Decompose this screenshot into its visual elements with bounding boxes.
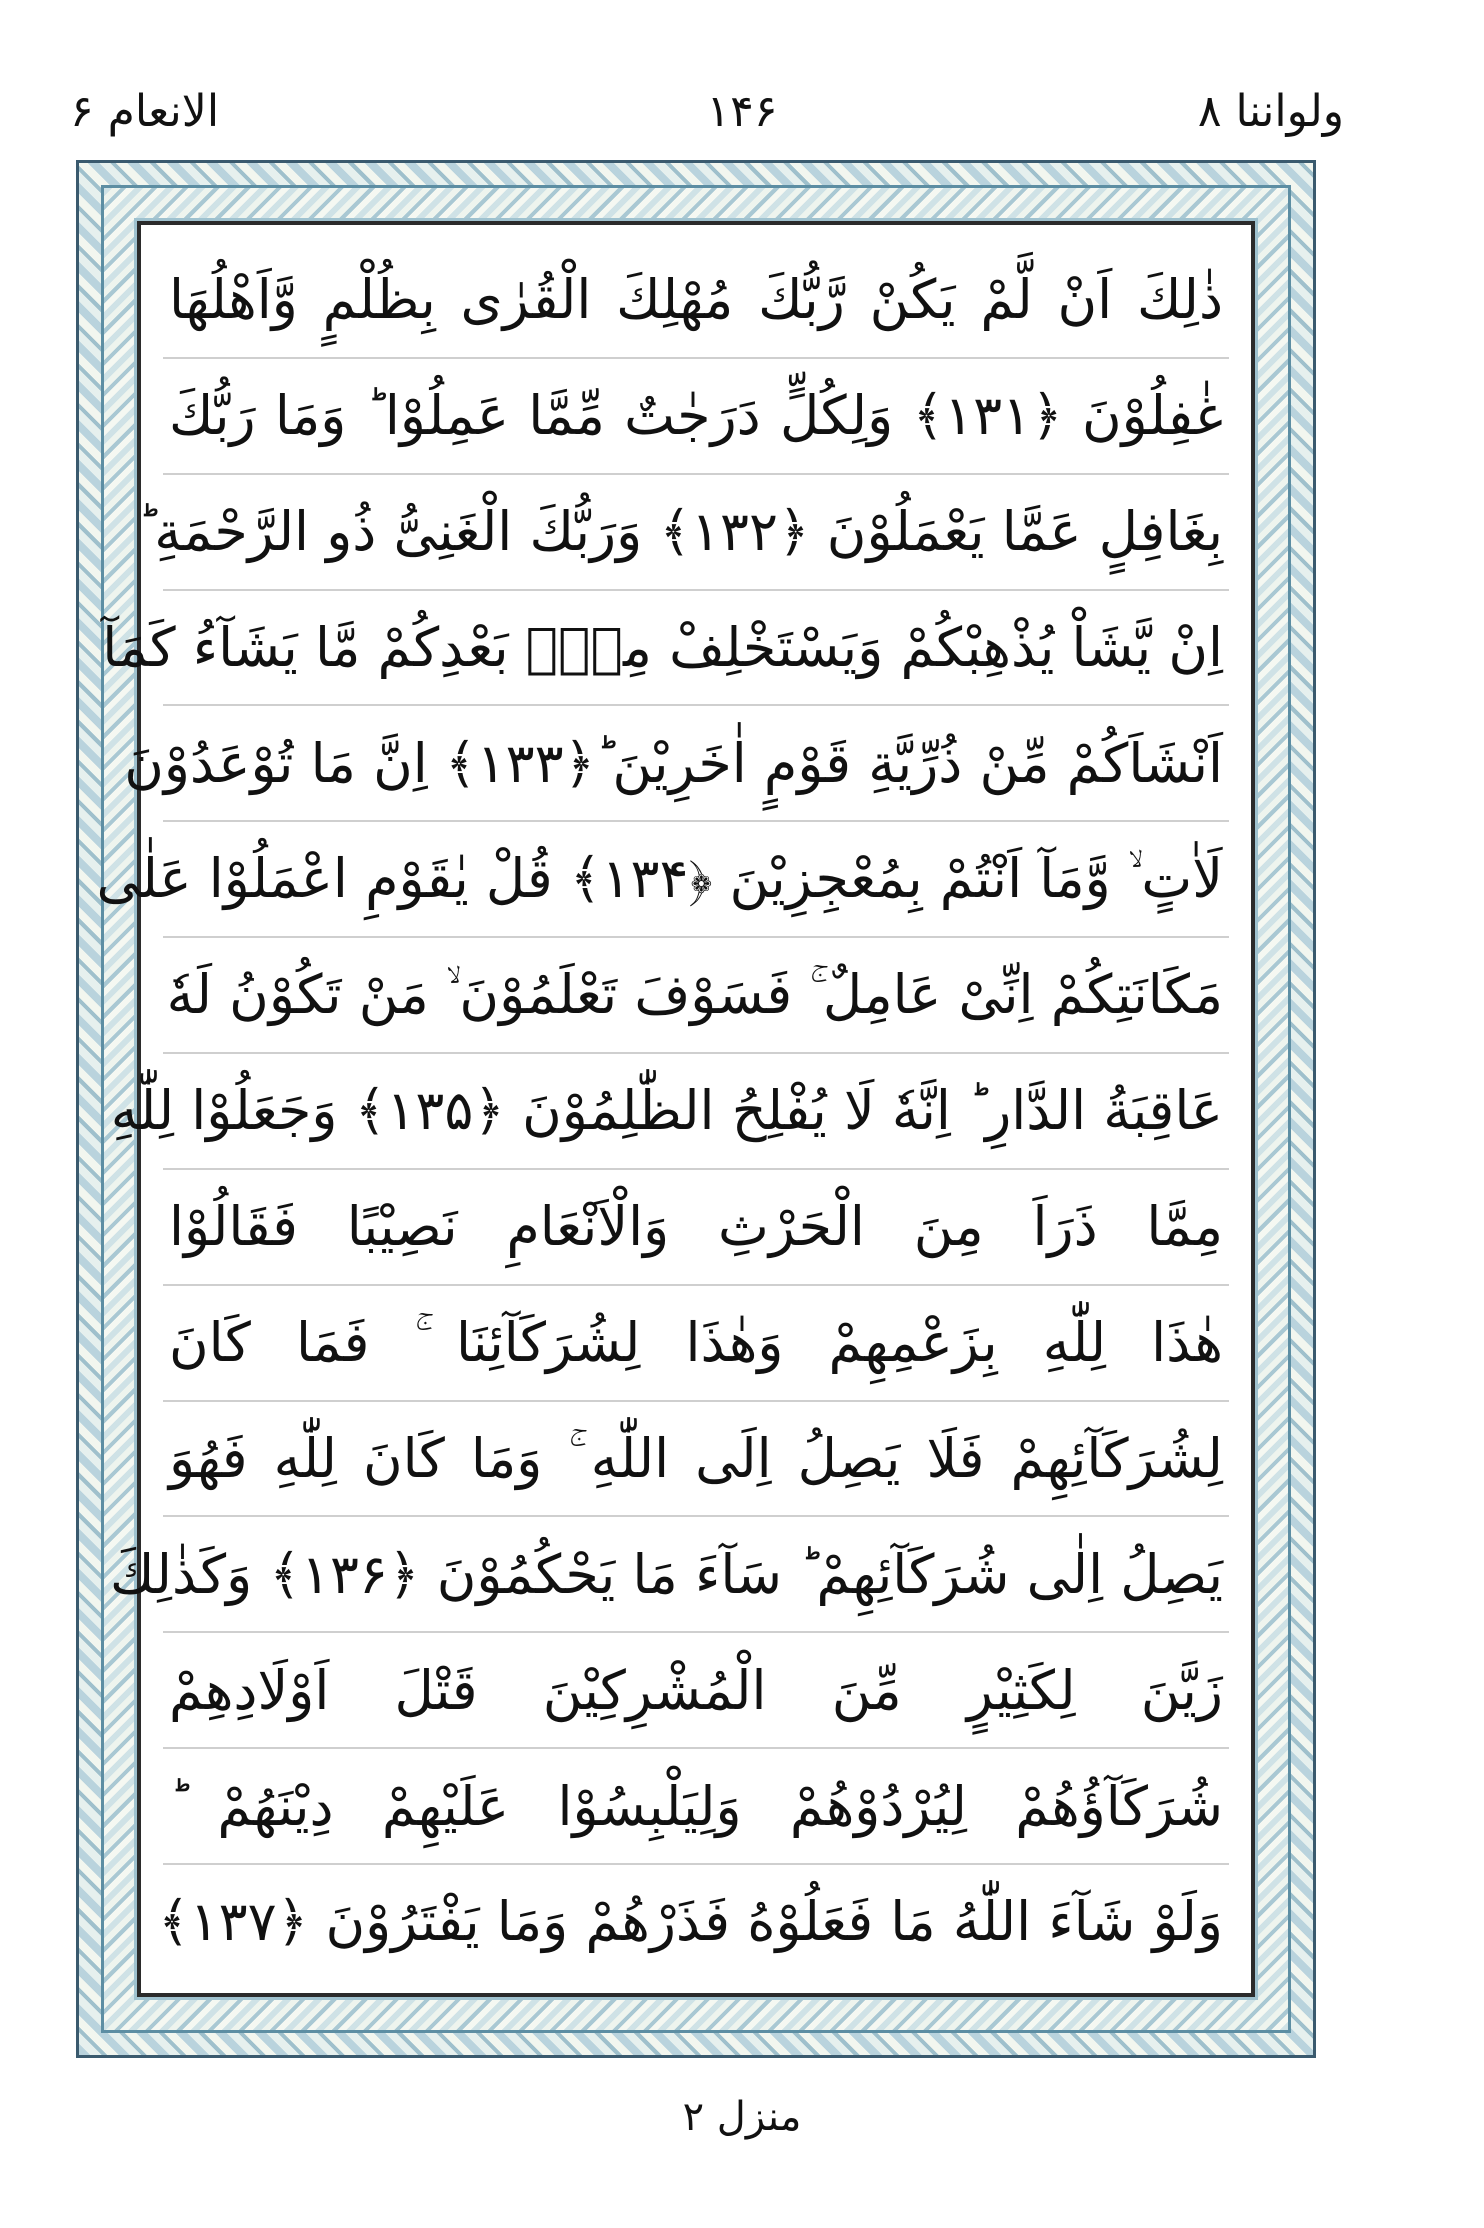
verse-line-10 <box>163 1286 1229 1402</box>
verse-line-text: بِغَافِلٍ عَمَّا يَعْمَلُوْنَ ﴿۱۳۲﴾ وَرَبُّكَ الْغَنِىُّ ذُو الرَّحْمَةِ ؕ <box>137 500 1223 564</box>
manzil-label: منزل ۲ <box>682 2094 802 2140</box>
verse-line-14 <box>163 1749 1229 1865</box>
verse-line-text: غٰفِلُوْنَ ﴿۱۳۱﴾ وَلِكُلٍّ دَرَجٰتٌ مِّمَّا عَمِلُوْا ؕ وَمَا رَبُّكَ <box>169 384 1223 448</box>
verse-line-text: لِشُرَكَآئِهِمْ فَلَا يَصِلُ اِلَى اللّٰهِ ۚ وَمَا كَانَ لِلّٰهِ فَهُوَ <box>169 1426 1223 1490</box>
verse-line-5 <box>124 706 1229 822</box>
verse-line-11 <box>163 1402 1229 1518</box>
verse-line-4 <box>102 591 1229 707</box>
verse-line-text: يَصِلُ اِلٰى شُرَكَآئِهِمْ ؕ سَآءَ مَا يَحْكُمُوْنَ ﴿۱۳۶﴾ وَكَذٰلِكَ <box>110 1542 1223 1606</box>
verse-line-text: مِمَّا ذَرَاَ مِنَ الْحَرْثِ وَالْاَنْعَامِ نَصِيْبًا فَقَالُوْا <box>169 1195 1223 1259</box>
page-header <box>0 86 1484 156</box>
verse-line-1 <box>163 243 1229 359</box>
page-footer <box>0 2094 1484 2140</box>
verse-line-8 <box>110 1054 1229 1170</box>
verse-line-text: شُرَكَآؤُهُمْ لِيُرْدُوْهُمْ وَلِيَلْبِسُوْا عَلَيْهِمْ دِيْنَهُمْ ؕ <box>169 1774 1223 1838</box>
verse-line-3 <box>137 475 1229 591</box>
verse-line-text: اَنْشَاَكُمْ مِّنْ ذُرِّيَّةِ قَوْمٍ اٰخَرِيْنَ ؕ﴿۱۳۳﴾ اِنَّ مَا تُوْعَدُوْنَ <box>124 731 1223 795</box>
verse-line-9 <box>163 1170 1229 1286</box>
juz-title: ولواننا ۸ <box>1197 86 1344 137</box>
verse-line-text: ذٰلِكَ اَنْ لَّمْ يَكُنْ رَّبُّكَ مُهْلِكَ الْقُرٰى بِظُلْمٍ وَّاَهْلُهَا <box>169 268 1223 332</box>
verse-line-7 <box>163 938 1229 1054</box>
verse-lines <box>96 243 1229 1979</box>
verse-line-6 <box>96 822 1229 938</box>
surah-title: الانعام ۶ <box>70 86 220 137</box>
verse-line-15 <box>157 1865 1229 1979</box>
page-number: ۱۴۶ <box>706 86 778 137</box>
verse-line-text: اِنْ يَّشَاْ يُذْهِبْكُمْ وَيَسْتَخْلِفْ مِنْۢ بَعْدِكُمْ مَّا يَشَآءُ كَمَآ <box>102 616 1223 679</box>
verse-line-text: وَلَوْ شَآءَ اللّٰهُ مَا فَعَلُوْهُ فَذَرْهُمْ وَمَا يَفْتَرُوْنَ ﴿۱۳۷﴾ <box>157 1890 1223 1954</box>
text-panel <box>96 221 1255 1997</box>
verse-line-12 <box>110 1517 1229 1633</box>
verse-line-text: مَكَانَتِكُمْ اِنِّىْ عَامِلٌ ۚ فَسَوْفَ تَعْلَمُوْنَ ۙ مَنْ تَكُوْنُ لَهٗ <box>166 963 1223 1027</box>
verse-line-text: هٰذَا لِلّٰهِ بِزَعْمِهِمْ وَهٰذَا لِشُرَكَآئِنَا ۚ فَمَا كَانَ <box>169 1310 1223 1374</box>
verse-line-text: لَاٰتٍ ۙ وَّمَآ اَنْتُمْ بِمُعْجِزِيْنَ ﴿۱۳۴﴾ قُلْ يٰقَوْمِ اعْمَلُوْا عَلٰى <box>96 847 1223 911</box>
decorative-border <box>76 160 1316 2058</box>
verse-line-13 <box>163 1633 1229 1749</box>
verse-line-text: زَيَّنَ لِكَثِيْرٍ مِّنَ الْمُشْرِكِيْنَ قَتْلَ اَوْلَادِهِمْ <box>169 1658 1223 1722</box>
verse-line-text: عَاقِبَةُ الدَّارِ ؕ اِنَّهٗ لَا يُفْلِحُ الظّٰلِمُوْنَ ﴿۱۳۵﴾ وَجَعَلُوْا لِلّٰهِ <box>110 1079 1223 1143</box>
verse-line-2 <box>163 359 1229 475</box>
